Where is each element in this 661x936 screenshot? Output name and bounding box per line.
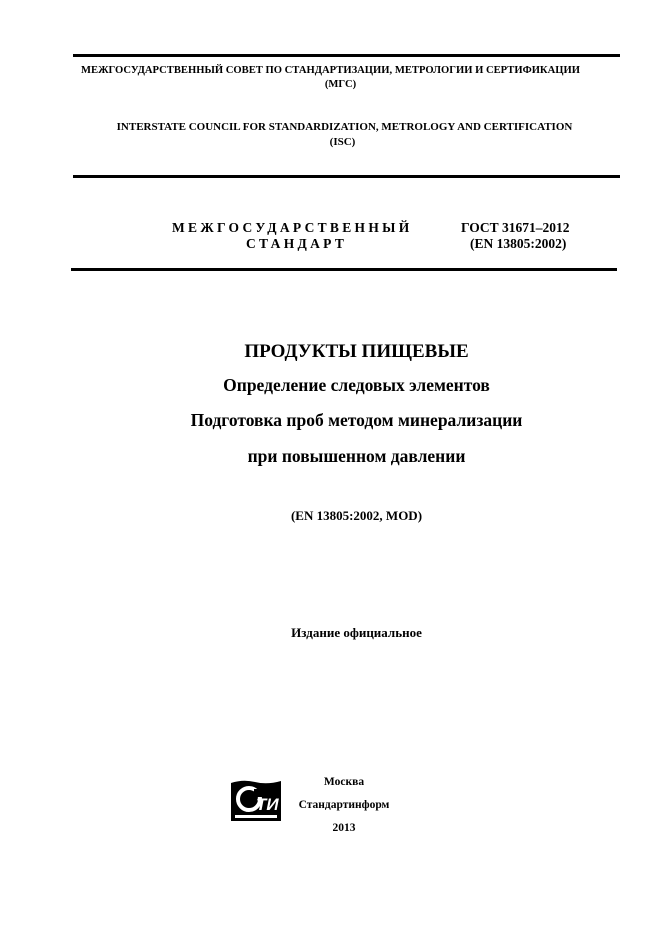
standard-number: ГОСТ 31671–2012 bbox=[461, 220, 570, 235]
svg-text:ТИ: ТИ bbox=[256, 795, 279, 814]
standard-type-line2: СТАНДАРТ bbox=[246, 236, 348, 251]
bottom-rule bbox=[71, 268, 617, 271]
title-line4: при повышенном давлении bbox=[247, 446, 466, 466]
title-reference: (EN 13805:2002, MOD) bbox=[290, 508, 423, 523]
standard-type-line1: МЕЖГОСУДАРСТВЕННЫЙ bbox=[172, 220, 413, 235]
title-line3: Подготовка проб методом минерализации bbox=[190, 410, 523, 430]
publisher-city: Москва bbox=[323, 776, 365, 788]
title-line2: Определение следовых элементов bbox=[223, 375, 490, 395]
council-en: INTERSTATE COUNCIL FOR STANDARDIZATION, METROLOGY AND CERTIFICATION bbox=[116, 121, 573, 133]
title-main: ПРОДУКТЫ ПИЩЕВЫЕ bbox=[244, 341, 469, 362]
publisher-year: 2013 bbox=[332, 822, 356, 834]
council-ru-abbr: (МГС) bbox=[324, 79, 357, 90]
top-rule bbox=[73, 54, 620, 57]
middle-rule bbox=[73, 175, 620, 178]
standartinform-logo bbox=[229, 779, 283, 825]
council-ru: МЕЖГОСУДАРСТВЕННЫЙ СОВЕТ ПО СТАНДАРТИЗАЦИИ, МЕТРОЛОГИИ И СЕРТИФИКАЦИИ bbox=[81, 65, 580, 76]
standard-equivalent: (EN 13805:2002) bbox=[470, 236, 567, 251]
edition-label: Издание официальное bbox=[291, 625, 422, 640]
publisher-name: Стандартинформ bbox=[298, 799, 390, 811]
council-en-abbr: (ISC) bbox=[329, 136, 356, 148]
